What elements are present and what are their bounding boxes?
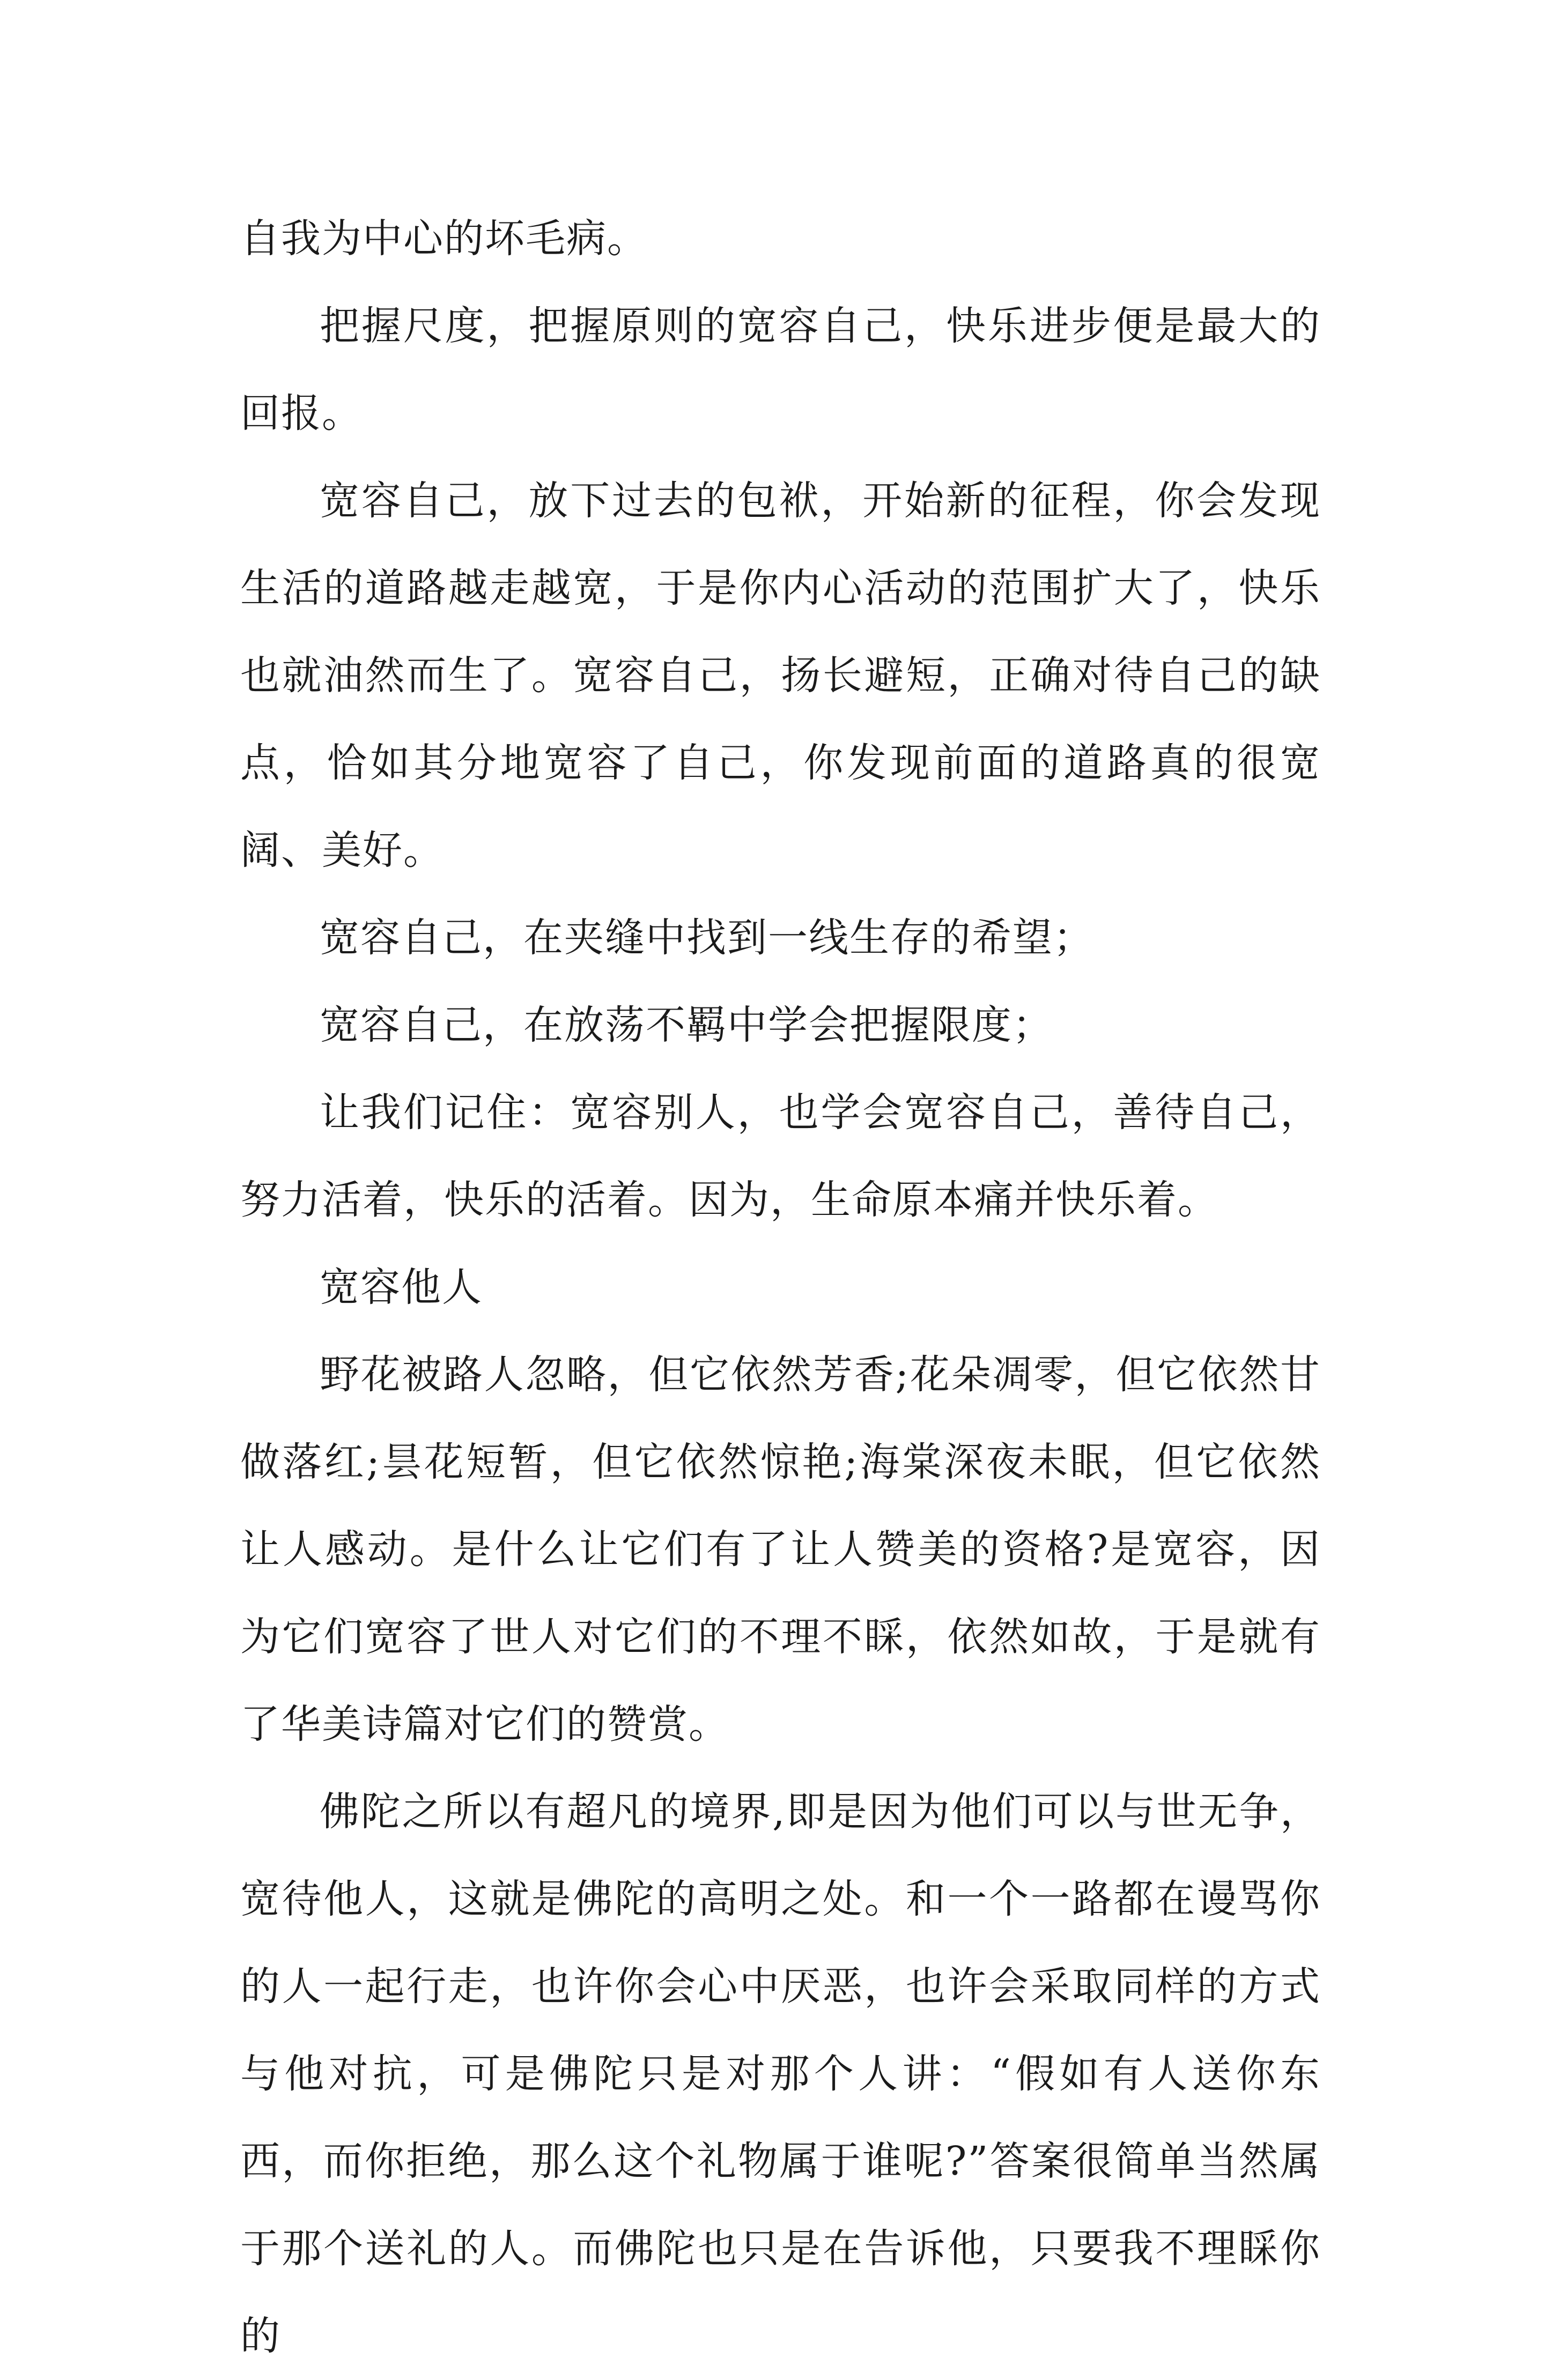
paragraph: 宽容自己，在夹缝中找到一线生存的希望； [320, 915, 1094, 961]
body-text [240, 195, 1321, 2380]
paragraph: 宽容自己，放下过去的包袱，开始新的征程，你会发现生活的道路越走越宽，于是你内心活动的范围扩大了，快乐也就油然而生了。宽容自己，扬长避短，正确对待自己的缺点，恰如其分地宽容了自己，你发现前面的道路真的很宽阔、美好。 [240, 478, 1321, 873]
paragraph: 让我们记住：宽容别人，也学会宽容自己，善待自己，努力活着，快乐的活着。因为，生命原本痛并快乐着。 [240, 1089, 1321, 1223]
paragraph: 佛陀之所以有超凡的境界,即是因为他们可以与世无争，宽待他人，这就是佛陀的高明之处。和一个一路都在谩骂你的人一起行走，也许你会心中厌恶，也许会采取同样的方式与他对抗，可是佛陀只是对那个人讲：“假如有人送你东西，而你拒绝，那么这个礼物属于谁呢?”答案很简单当然属于那个送礼的人。而佛陀也只是在告诉他，只要我不理睬你的 [240, 1789, 1321, 2359]
paragraph: 把握尺度，把握原则的宽容自己，快乐进步便是最大的回报。 [240, 303, 1321, 436]
paragraph: 宽容自己，在放荡不羁中学会把握限度； [320, 1002, 1053, 1048]
section-heading: 宽容他人 [320, 1264, 483, 1310]
paragraph: 野花被路人忽略，但它依然芳香;花朵凋零，但它依然甘做落红;昙花短暂，但它依然惊艳;海棠深夜未眠，但它依然让人感动。是什么让它们有了让人赞美的资格?是宽容，因为它们宽容了世人对它们的不理不睬，依然如故，于是就有了华美诗篇对它们的赞赏。 [240, 1352, 1321, 1747]
paragraph: 自我为中心的坏毛病。 [240, 216, 648, 262]
